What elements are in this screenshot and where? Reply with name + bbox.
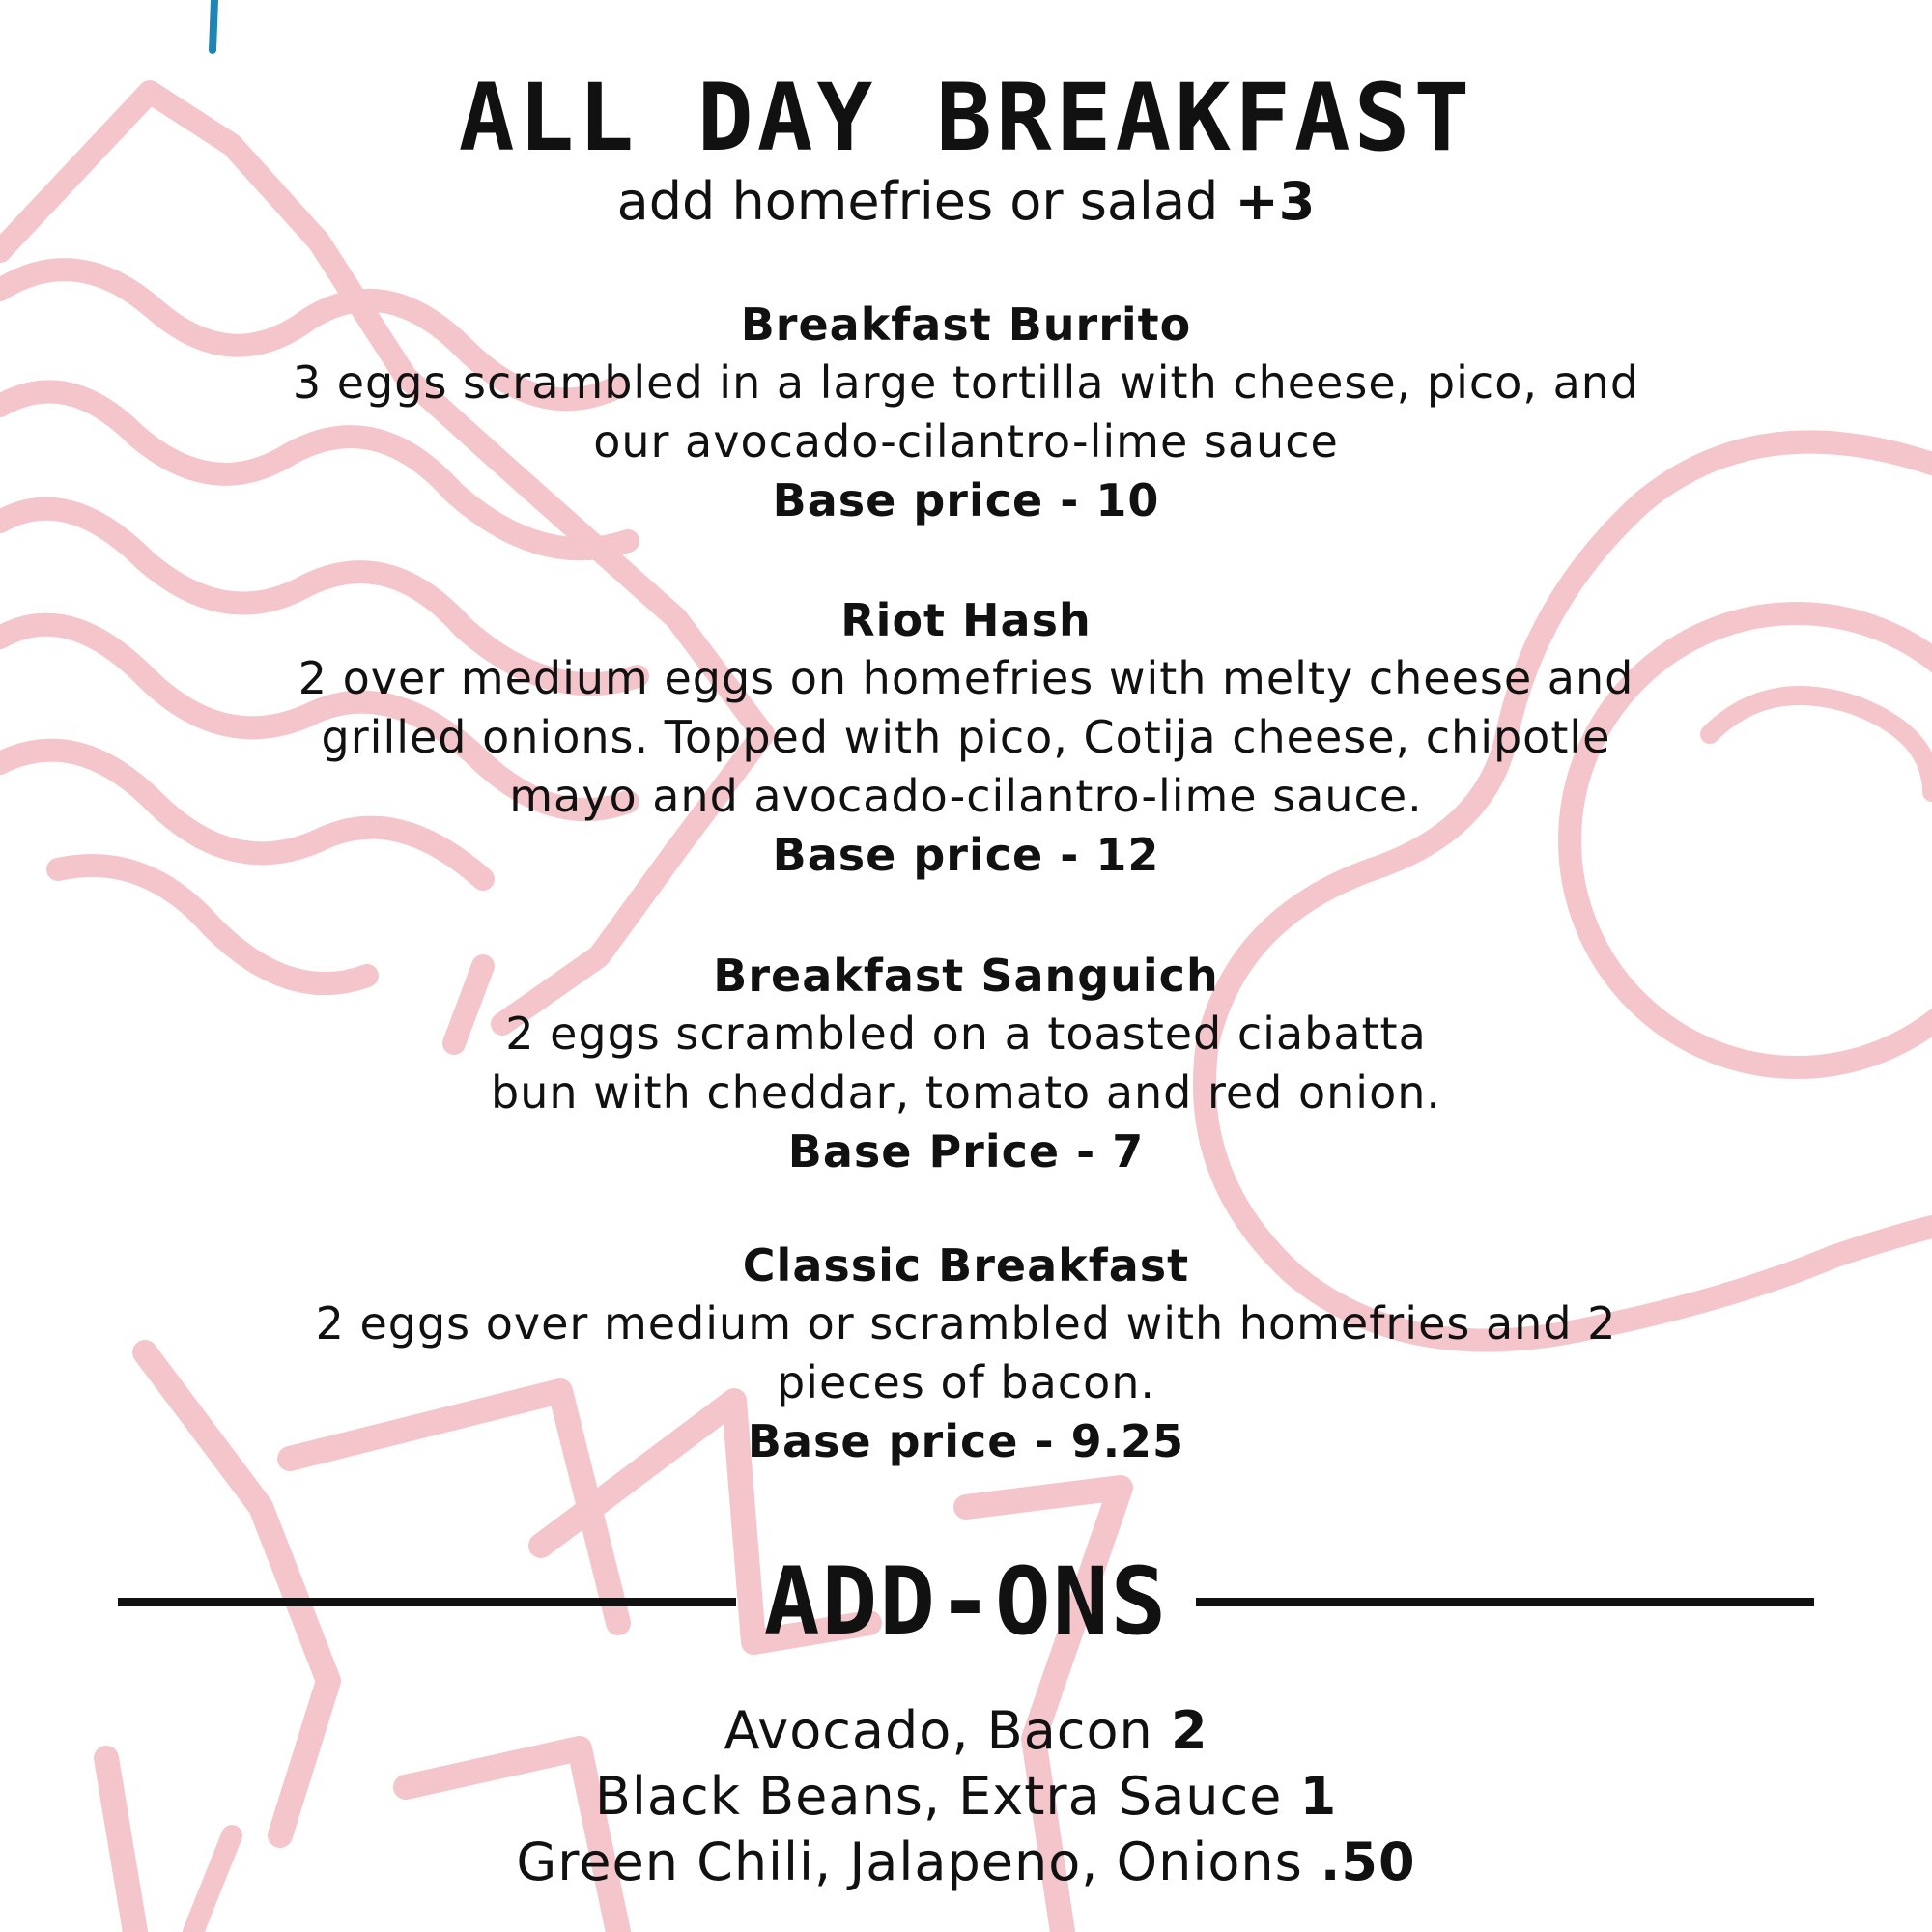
item-name: Riot Hash	[840, 594, 1092, 646]
addon-text: Avocado, Bacon	[724, 1700, 1153, 1761]
addon-price: 2	[1170, 1700, 1208, 1761]
item-description-line: grilled onions. Topped with pico, Cotija cheese, chipotle	[321, 711, 1611, 763]
item-price: Base price - 10	[772, 474, 1160, 526]
subtitle-price: +3	[1235, 171, 1316, 232]
item-price: Base Price - 7	[787, 1125, 1145, 1178]
menu-item	[135, 1236, 1797, 1471]
item-description-line: 2 eggs scrambled on a toasted ciabatta	[505, 1008, 1427, 1060]
addon-text: Black Beans, Extra Sauce	[594, 1766, 1283, 1827]
menu-item	[135, 591, 1797, 885]
addon-line	[0, 1698, 1932, 1764]
menu-item	[135, 947, 1797, 1181]
addon-line	[0, 1830, 1932, 1895]
subtitle-text: add homefries or salad	[616, 171, 1219, 232]
item-name: Breakfast Burrito	[740, 298, 1192, 351]
addon-text: Green Chili, Jalapeno, Onions	[516, 1832, 1303, 1892]
item-price: Base price - 12	[772, 829, 1160, 881]
item-name: Breakfast Sanguich	[713, 950, 1219, 1002]
item-price: Base price - 9.25	[747, 1415, 1185, 1467]
addon-line	[0, 1764, 1932, 1830]
item-description-line: 3 eggs scrambled in a large tortilla with cheese, pico, and	[292, 356, 1640, 409]
item-name: Classic Breakfast	[742, 1239, 1190, 1292]
page-subtitle	[0, 170, 1932, 234]
addon-price: .50	[1320, 1832, 1416, 1892]
item-description-line: mayo and avocado-cilantro-lime sauce.	[509, 770, 1423, 822]
addons-list	[0, 1698, 1932, 1895]
item-description-line: 2 eggs over medium or scrambled with homefries and 2	[315, 1297, 1617, 1350]
addon-price: 1	[1299, 1766, 1338, 1827]
page-title: ALL DAY BREAKFAST	[458, 64, 1474, 172]
item-description-line: bun with cheddar, tomato and red onion.	[491, 1066, 1441, 1119]
menu-item	[135, 296, 1797, 530]
item-description-line: our avocado-cilantro-lime sauce	[593, 415, 1339, 468]
item-description-line: pieces of bacon.	[776, 1356, 1156, 1408]
item-description-line: 2 over medium eggs on homefries with melty cheese and	[298, 652, 1634, 704]
addons-title: ADD-ONS	[763, 1548, 1169, 1656]
